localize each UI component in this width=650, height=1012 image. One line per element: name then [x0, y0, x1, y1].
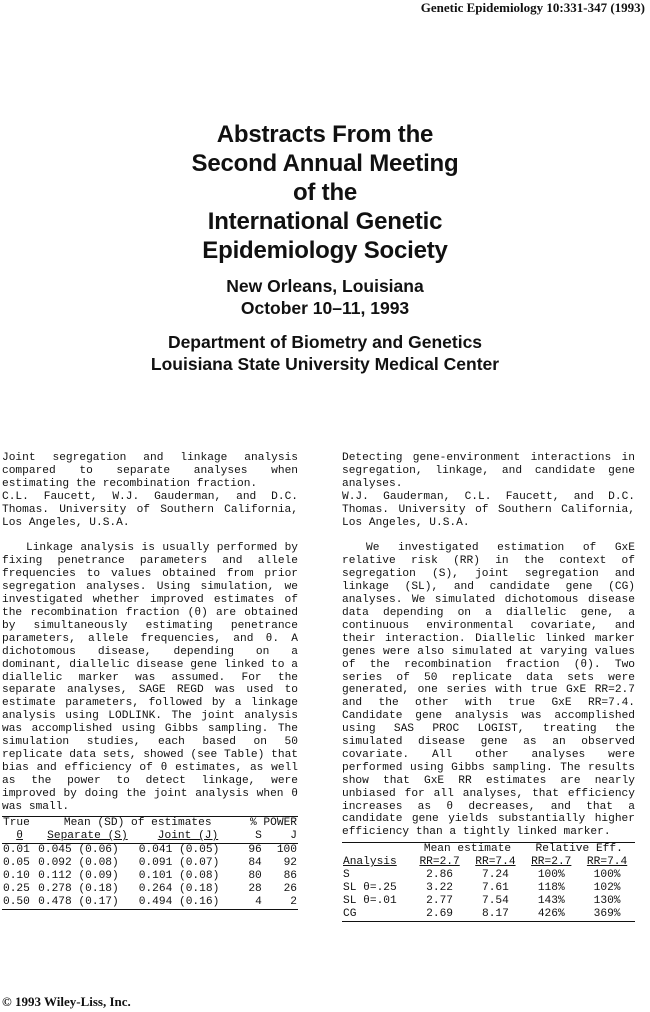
- table-row: 0.25 0.278 (0.18) 0.264 (0.18) 28 26: [3, 883, 297, 895]
- table-col-j: J: [290, 830, 297, 843]
- abstract-left-title: Joint segregation and linkage analysis compared to separate analyses when estimating the recombination fraction.: [2, 452, 298, 490]
- table-col-mean-rr27: RR=2.7: [419, 856, 460, 869]
- table-col-mean-rr74: RR=7.4: [475, 856, 516, 869]
- title-line-2: Second Annual Meeting: [191, 150, 459, 177]
- table-theta-estimates: [2, 816, 298, 909]
- table-col-analysis: Analysis: [343, 856, 397, 869]
- table-row: 0.50 0.478 (0.17) 0.494 (0.16) 4 2: [3, 895, 297, 908]
- abstract-right: [342, 452, 635, 922]
- table-col-s: S: [255, 830, 262, 843]
- meeting-dates: October 10–11, 1993: [240, 298, 410, 318]
- table-col-eff-rr27: RR=2.7: [531, 856, 572, 869]
- institution-name: Louisiana State University Medical Center: [150, 354, 500, 374]
- abstract-left: [2, 452, 298, 910]
- table-col-eff-rr74: RR=7.4: [586, 856, 628, 869]
- department-name: Department of Biometry and Genetics: [167, 332, 483, 352]
- abstract-right-body: We investigated estimation of GxE relative risk (RR) in the context of segregation (S), joint segregation and linkage (SL), and candidate gene (CG) analyses. We simulated dichotomous disease data depending on a diallelic gene, a continuous environmental covariate, and their interaction. Diallelic linked marker genes were also simulated at varying values of the recombination fraction (θ). Two series of 50 replicate data sets were generated, one series with true GxE RR=2.7 and the other with true GxE RR=7.4. Candidate gene analysis was accomplished using SAS PROC LOGIST, treating the simulated disease gene as an observed covariate. All other analyses were performed using Gibbs sampling. The results show that GxE RR estimates are nearly unbiased for all analyses, that efficiency increases as θ decreases, and that a candidate gene yields substantially higher efficiency than a tightly linked marker.: [342, 542, 635, 839]
- table-col-theta: θ: [16, 830, 23, 843]
- table-row: CG 2.69 8.17 426% 369%: [342, 908, 635, 921]
- table-row: SL θ=.25 3.22 7.61 118% 102%: [343, 882, 621, 894]
- table-row: SL θ=.01 2.77 7.54 143% 130%: [343, 894, 621, 907]
- table-header-relative-eff: Relative Eff.: [523, 843, 635, 856]
- meeting-place: New Orleans, Louisiana: [226, 276, 424, 296]
- abstract-left-authors: C.L. Faucett, W.J. Gauderman, and D.C. Thomas. University of Southern California, Los Angeles, U.S.A.: [2, 490, 298, 529]
- title-line-5: Epidemiology Society: [202, 237, 448, 264]
- abstract-right-authors: W.J. Gauderman, C.L. Faucett, and D.C. Thomas. University of Southern California, Los Angeles, U.S.A.: [342, 490, 635, 529]
- table-row: S 2.86 7.24 100% 100%: [343, 869, 621, 882]
- abstract-right-title: Detecting gene-environment interactions in segregation, linkage, and candidate gene analyses.: [342, 452, 635, 490]
- table-header-mean-estimate: Mean estimate: [412, 843, 524, 856]
- abstract-left-body: Linkage analysis is usually performed by fixing penetrance parameters and allele frequencies to values obtained from prior segregation analyses. Using simulation, we investigated whether improved estimates of the recombination fraction (θ) are obtained by simultaneously estimating penetrance parameters, allele frequencies, and θ. A dichotomous disease, depending on a dominant, diallelic disease gene linked to a diallelic marker was assumed. For the separate analyses, SAGE REGD was used to estimate parameters, followed by a linkage analysis using LODLINK. The joint analysis was accomplished using Gibbs sampling. The simulation studies, each based on 50 replicate data sets, showed (see Table) that bias and efficiency of θ estimates, as well as the power to detect linkage, were improved by doing the joint analysis when θ was small.: [2, 542, 298, 813]
- table-header-mean: Mean (SD) of estimates: [37, 817, 238, 830]
- copyright-notice: © 1993 Wiley-Liss, Inc.: [2, 994, 131, 1009]
- table-gxe-estimates: [342, 842, 635, 921]
- table-header-power: % POWER: [238, 817, 298, 830]
- title-line-1: Abstracts From the: [216, 121, 434, 148]
- title-line-4: International Genetic: [207, 208, 443, 235]
- table-col-joint: Joint (J): [157, 830, 219, 843]
- title-line-3: of the: [292, 179, 358, 206]
- journal-reference: Genetic Epidemiology 10:331-347 (1993): [420, 0, 645, 15]
- table-row: 0.01 0.045 (0.06) 0.041 (0.05) 96 100: [3, 844, 297, 857]
- table-row: 0.05 0.092 (0.08) 0.091 (0.07) 84 92: [3, 857, 297, 870]
- meeting-title-block: [0, 120, 650, 375]
- table-header-true: True: [2, 817, 37, 830]
- table-row: 0.10 0.112 (0.09) 0.101 (0.08) 80 86: [3, 870, 297, 883]
- table-col-separate: Separate (S): [47, 830, 128, 843]
